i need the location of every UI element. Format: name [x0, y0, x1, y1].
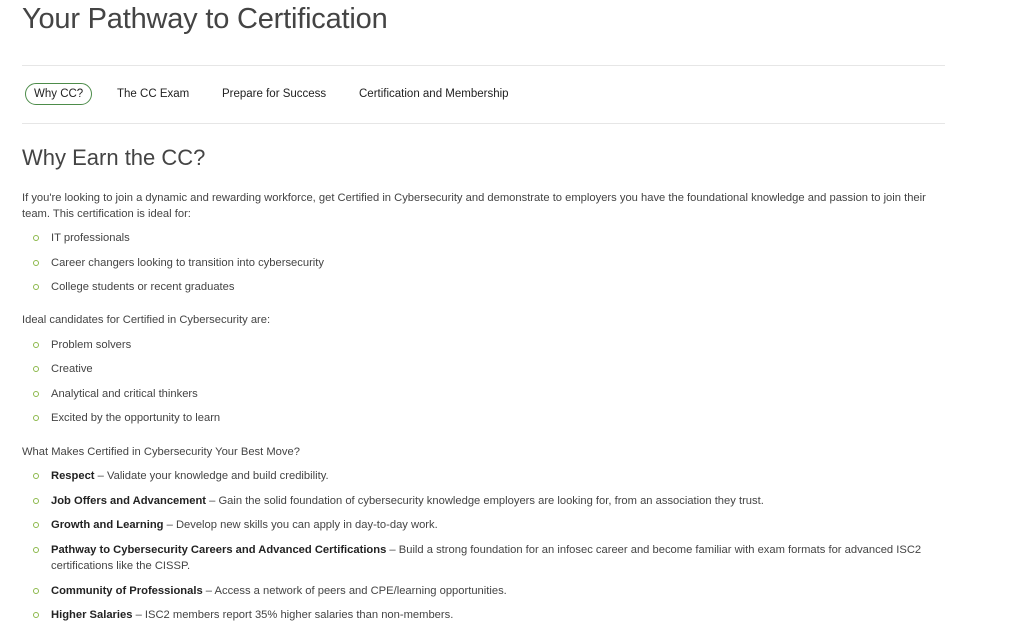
bullet-icon — [33, 588, 39, 594]
list-item: IT professionals — [22, 230, 946, 246]
bullet-icon — [33, 547, 39, 553]
list-item — [22, 607, 946, 623]
tab-prepare-for-success[interactable]: Prepare for Success — [222, 88, 327, 100]
intro-paragraph: If you're looking to join a dynamic and rewarding workforce, get Certified in Cybersecurity and demonstrate to employers you have the foundational knowledge and passion to join their team. This certification is ideal for: — [22, 192, 926, 220]
list-item: Problem solvers — [22, 337, 946, 353]
benefit-description: – Gain the solid foundation of cybersecurity knowledge employers are looking for, from an association they trust. — [206, 495, 764, 507]
list-item: College students or recent graduates — [22, 279, 946, 295]
bullet-icon — [33, 473, 39, 479]
benefit-term: Community of Professionals — [51, 585, 203, 597]
list-item — [22, 493, 946, 509]
bullet-icon — [33, 235, 39, 241]
tab-bar — [22, 65, 945, 124]
list-item: Career changers looking to transition into cybersecurity — [22, 255, 946, 271]
list-item — [22, 542, 946, 574]
benefit-description: – Validate your knowledge and build credibility. — [94, 470, 329, 482]
list-item — [22, 517, 946, 533]
bullet-icon — [33, 498, 39, 504]
bullet-icon — [33, 522, 39, 528]
candidates-heading: Ideal candidates for Certified in Cybersecurity are: — [22, 314, 271, 326]
tab-the-cc-exam[interactable]: The CC Exam — [117, 88, 190, 100]
benefit-term: Pathway to Cybersecurity Careers and Advanced Certifications — [51, 544, 387, 556]
benefit-term: Growth and Learning — [51, 519, 164, 531]
list-item — [22, 583, 946, 599]
benefit-description: – ISC2 members report 35% higher salaries than non-members. — [132, 609, 454, 621]
list-item: Creative — [22, 361, 946, 377]
bullet-icon — [33, 391, 39, 397]
tab-why-cc[interactable]: Why CC? — [25, 83, 92, 105]
bullet-icon — [33, 260, 39, 266]
bullet-icon — [33, 612, 39, 618]
section-title: Why Earn the CC? — [22, 145, 206, 170]
benefit-term: Job Offers and Advancement — [51, 495, 207, 507]
benefit-description: – Develop new skills you can apply in day-to-day work. — [163, 519, 438, 531]
bullet-icon — [33, 342, 39, 348]
bullet-icon — [33, 284, 39, 290]
bullet-icon — [33, 415, 39, 421]
tab-certification-and-membership[interactable]: Certification and Membership — [359, 88, 509, 100]
list-item: Analytical and critical thinkers — [22, 386, 946, 402]
best-move-heading: What Makes Certified in Cybersecurity Your Best Move? — [22, 446, 300, 458]
benefit-description: – Build a strong foundation for an infosec career and become familiar with exam formats for advanced ISC2 certifications like the CISSP. — [51, 544, 922, 572]
bullet-icon — [33, 366, 39, 372]
benefit-description: – Access a network of peers and CPE/learning opportunities. — [202, 585, 507, 597]
list-item — [22, 468, 946, 484]
list-item: Excited by the opportunity to learn — [22, 410, 946, 426]
benefit-term: Respect — [51, 470, 95, 482]
page-title: Your Pathway to Certification — [22, 3, 388, 35]
benefit-term: Higher Salaries — [51, 609, 133, 621]
